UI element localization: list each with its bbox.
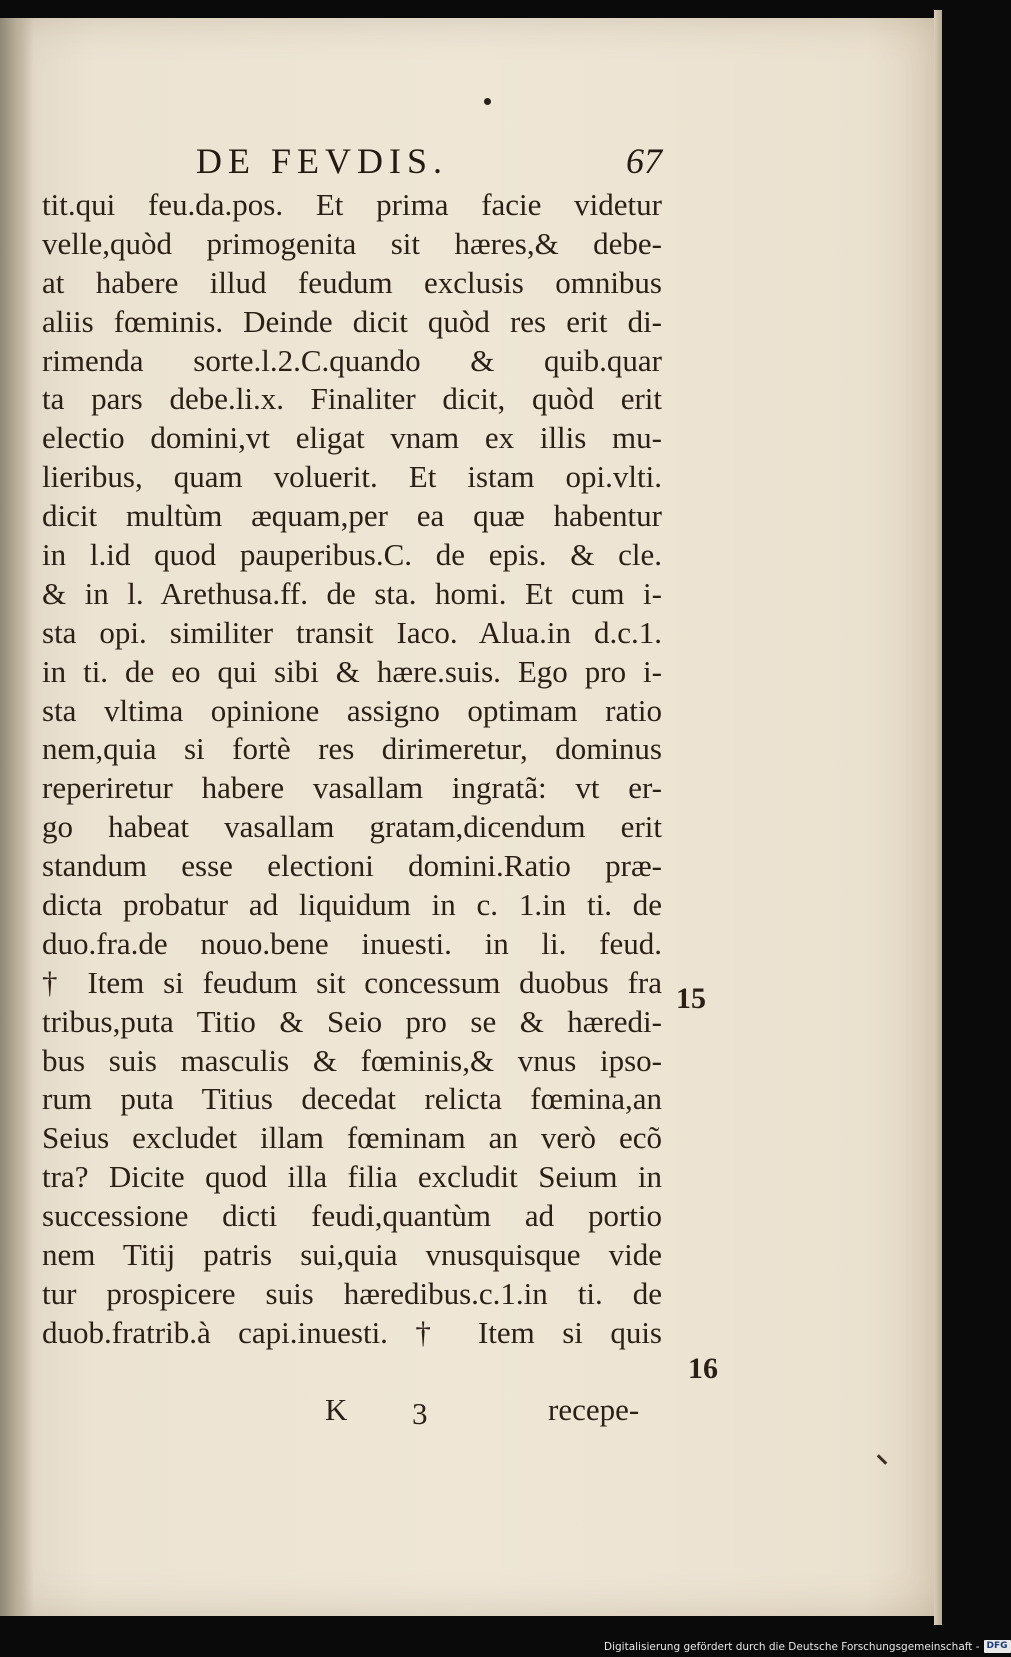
text-line: Seius excludet illam fœminam an verò ecõ: [42, 1120, 662, 1156]
signature-number: 3: [412, 1396, 428, 1431]
text-line: duob.fratrib.à capi.inuesti. † Item si quis: [42, 1314, 662, 1350]
text-line: aliis fœminis. Deinde dicit quòd res erit di-: [42, 303, 662, 339]
text-line: go habeat vasallam gratam,dicendum erit: [42, 809, 662, 845]
text-line: in l.id quod pauperibus.C. de epis. & cle.: [42, 537, 662, 573]
text-line: velle,quòd primogenita sit hæres,& debe-: [42, 225, 662, 261]
text-line: tribus,puta Titio & Seio pro se & hæredi-: [42, 1003, 662, 1039]
text-line: successione dicti feudi,quantùm ad portio: [42, 1198, 662, 1234]
text-line: rimenda sorte.l.2.C.quando & quib.quar: [42, 342, 662, 378]
text-block: [42, 186, 662, 1353]
text-line: duo.fra.de nouo.bene inuesti. in li. feud.: [42, 925, 662, 961]
text-line: electio domini,vt eligat vnam ex illis mu-: [42, 420, 662, 456]
folio-number: 67: [626, 141, 662, 181]
margin-note-15: 15: [676, 982, 706, 1015]
text-line: tit.qui feu.da.pos. Et prima facie videtur: [42, 187, 662, 222]
ink-dot: [484, 98, 491, 105]
margin-note-16: 16: [688, 1352, 718, 1385]
text-line: standum esse electioni domini.Ratio præ-: [42, 848, 662, 884]
text-line: rum puta Titius decedat relicta fœmina,an: [42, 1081, 662, 1117]
signature-mark: K: [325, 1392, 348, 1427]
text-line: nem Titij patris sui,quia vnusquisque vide: [42, 1237, 662, 1273]
text-line: sta opi. similiter transit Iaco. Alua.in d.c.1.: [42, 614, 662, 650]
text-line: & in l. Arethusa.ff. de sta. homi. Et cum i-: [42, 575, 662, 611]
text-line: nem,quia si fortè res dirimeretur, dominus: [42, 731, 662, 767]
text-line: dicit multùm æquam,per ea quæ habentur: [42, 498, 662, 534]
catchword: recepe-: [548, 1392, 640, 1427]
text-line: reperiretur habere vasallam ingratã: vt er-: [42, 770, 662, 806]
binding-gutter: [0, 18, 34, 1616]
credit-text: Digitalisierung gefördert durch die Deutsche Forschungsgemeinschaft -: [604, 1640, 980, 1653]
text-line: ta pars debe.li.x. Finaliter dicit, quòd erit: [42, 381, 662, 417]
text-line: at habere illud feudum exclusis omnibus: [42, 264, 662, 300]
text-line: dicta probatur ad liquidum in c. 1.in ti. de: [42, 887, 662, 923]
dfg-logo-icon: DFG: [984, 1640, 1011, 1653]
text-line: bus suis masculis & fœminis,& vnus ipso-: [42, 1042, 662, 1078]
text-line: tur prospicere suis hæredibus.c.1.in ti. de: [42, 1275, 662, 1311]
text-line: sta vltima opinione assigno optimam ratio: [42, 692, 662, 728]
text-line: † Item si feudum sit concessum duobus fra: [42, 964, 662, 1000]
text-line: lieribus, quam voluerit. Et istam opi.vlti.: [42, 459, 662, 495]
page-edge: [934, 10, 942, 1625]
digitization-credit: [604, 1638, 1011, 1655]
running-title: DE FEVDIS.: [196, 141, 449, 181]
text-line: tra? Dicite quod illa filia excludit Seium in: [42, 1159, 662, 1195]
page-footer: [0, 1390, 942, 1430]
text-line: in ti. de eo qui sibi & hære.suis. Ego pro i-: [42, 653, 662, 689]
page-header: [0, 138, 942, 184]
